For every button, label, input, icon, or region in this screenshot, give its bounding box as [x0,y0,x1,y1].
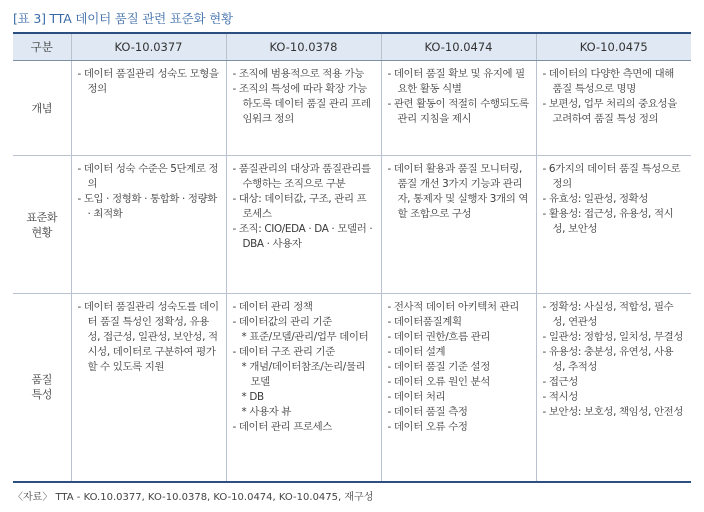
table-cell [226,156,381,294]
header-ko-10-0475: KO-10.0475 [536,33,691,61]
cell-item: - 데이터품질계획 [388,315,530,330]
cell-item: - 일관성: 정합성, 일치성, 무결성 [543,330,686,345]
cell-sub-item: * 사용자 뷰 [233,405,375,420]
cell-item: - 6가지의 데이터 품질 특성으로 정의 [543,162,686,192]
table-cell [71,156,226,294]
table-cell [381,61,536,156]
table-cell [381,294,536,482]
row-label [13,61,71,156]
table-title: [표 3] TTA 데이터 품질 관련 표준화 현황 [13,11,233,26]
cell-item: - 데이터 권한/흐름 관리 [388,330,530,345]
cell-sub-item: * DB [233,390,375,405]
cell-item: - 데이터 관리 프로세스 [233,420,375,435]
table-cell [536,294,691,482]
cell-list [78,300,220,375]
source-note: 〈자료〉 TTA - KO.10.0377, KO-10.0378, KO-10.0474, KO-10.0475, 재구성 [13,492,374,503]
cell-list [233,162,375,252]
header-category: 구분 [13,33,71,61]
table-cell [71,294,226,482]
row-label [13,156,71,294]
table-cell [71,61,226,156]
cell-list [78,67,220,97]
row-label-line: 품질 [31,373,53,387]
cell-item: - 데이터 품질관리 성숙도를 데이터 품질 특성인 정확성, 유용성, 접근성, 일관성, 보안성, 적시성, 데이터로 구분하여 평가할 수 있도록 지원 [78,300,220,375]
cell-item: - 보편성, 업무 처리의 중요성을 고려하여 품질 특성 정의 [543,97,686,127]
row-label-line: 특성 [31,388,53,402]
row-concept [13,61,691,156]
cell-sub-item: * 개념/데이터참조/논리/물리모델 [233,360,375,390]
cell-list [388,300,530,435]
table-header-row [13,33,691,61]
cell-item: - 데이터 설계 [388,345,530,360]
cell-item: - 도입 · 정형화 · 통합화 · 정량화 · 최적화 [78,192,220,222]
cell-item: - 데이터 품질관리 성숙도 모형을 정의 [78,67,220,97]
cell-item: - 데이터 오류 원인 분석 [388,375,530,390]
cell-item: - 적시성 [543,390,686,405]
cell-list [388,67,530,127]
cell-item: - 데이터 성숙 수준은 5단계로 정의 [78,162,220,192]
cell-item: - 데이터 오류 수정 [388,420,530,435]
row-label [13,294,71,482]
cell-item: - 품질관리의 대상과 품질관리를 수행하는 조직으로 구분 [233,162,375,192]
row-quality-characteristics [13,294,691,482]
standards-table [13,32,691,483]
cell-item: - 데이터 품질 확보 및 유지에 필요한 활동 식별 [388,67,530,97]
header-ko-10-0474: KO-10.0474 [381,33,536,61]
cell-list [78,162,220,222]
cell-list [388,162,530,222]
cell-item: - 접근성 [543,375,686,390]
cell-sub-item: * 표준/모델/관리/업무 데이터 [233,330,375,345]
cell-item: - 데이터값의 관리 기준 [233,315,375,330]
cell-item: - 데이터 품질 측정 [388,405,530,420]
table-cell [536,61,691,156]
cell-item: - 데이터 관리 정책 [233,300,375,315]
cell-item: - 정확성: 사실성, 적합성, 필수성, 연관성 [543,300,686,330]
cell-item: - 데이터 처리 [388,390,530,405]
cell-item: - 유용성: 충분성, 유연성, 사용성, 추적성 [543,345,686,375]
cell-list [233,67,375,127]
cell-item: - 데이터 구조 관리 기준 [233,345,375,360]
table-cell [226,61,381,156]
cell-item: - 조직: CIO/EDA · DA · 모델러 · DBA · 사용자 [233,222,375,252]
cell-list [543,300,686,420]
table-cell [381,156,536,294]
row-label-line: 개념 [31,101,53,115]
cell-item: - 관련 활동이 적절히 수행되도록 관리 지침을 제시 [388,97,530,127]
cell-item: - 데이터 활용과 품질 모니터링, 품질 개선 3가지 기능과 관리자, 통제자 및 실행자 3개의 역할 조합으로 구성 [388,162,530,222]
row-standardization-status [13,156,691,294]
cell-item: - 데이터의 다양한 측면에 대해 품질 특성으로 명명 [543,67,686,97]
cell-item: - 조직의 특성에 따라 확장 가능하도록 데이터 품질 관리 프레임워크 정의 [233,82,375,127]
table-body [13,61,691,482]
cell-item: - 데이터 품질 기준 설정 [388,360,530,375]
cell-item: - 유효성: 일관성, 정확성 [543,192,686,207]
header-ko-10-0378: KO-10.0378 [226,33,381,61]
row-label-line: 표준화 [26,210,58,224]
table-cell [226,294,381,482]
cell-item: - 보안성: 보호성, 책임성, 안전성 [543,405,686,420]
cell-item: - 대상: 데이터값, 구조, 관리 프로세스 [233,192,375,222]
header-ko-10-0377: KO-10.0377 [71,33,226,61]
cell-item: - 전사적 데이터 아키텍처 관리 [388,300,530,315]
cell-list [543,67,686,127]
cell-item: - 활용성: 접근성, 유용성, 적시성, 보안성 [543,207,686,237]
cell-list [543,162,686,237]
cell-list [233,300,375,435]
table-cell [536,156,691,294]
cell-item: - 조직에 범용적으로 적용 가능 [233,67,375,82]
row-label-line: 현황 [31,225,53,239]
